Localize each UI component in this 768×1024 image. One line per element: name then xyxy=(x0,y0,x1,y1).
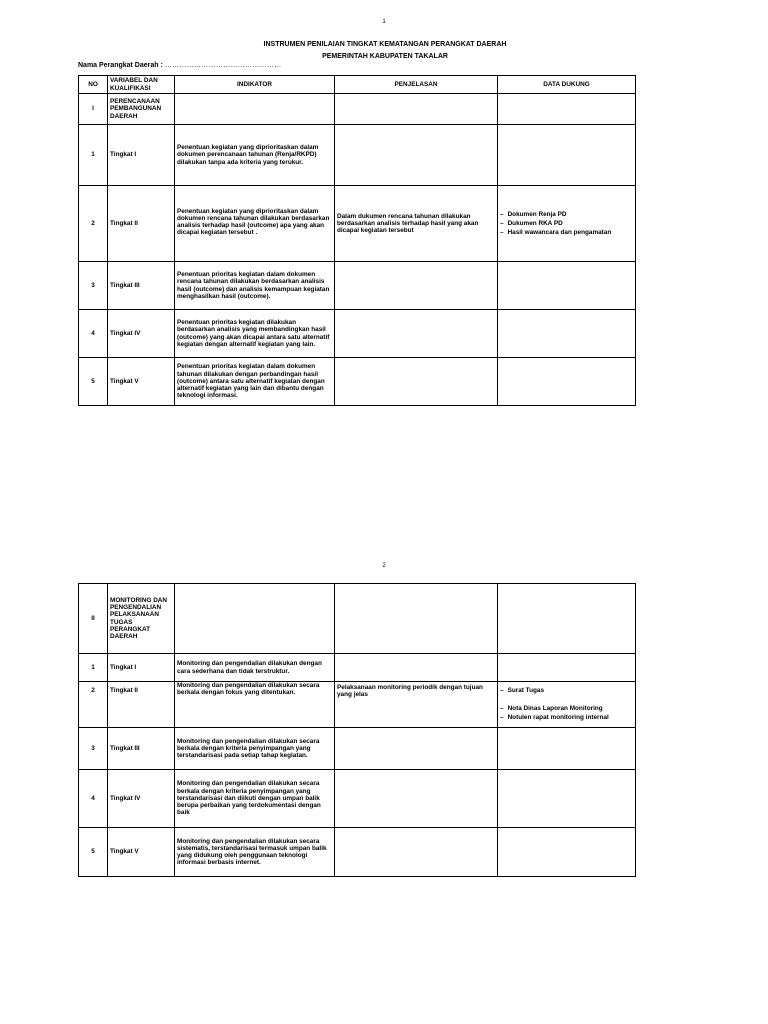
table-row xyxy=(79,828,636,877)
table-row xyxy=(79,728,636,770)
section-number: II xyxy=(79,584,108,654)
section-row xyxy=(79,584,636,654)
row-data-dukung xyxy=(498,186,636,262)
table-row xyxy=(79,654,636,682)
row-data-dukung-continued xyxy=(498,700,636,728)
row-level: Tingkat V xyxy=(108,358,175,406)
row-indikator: Penentuan prioritas kegiatan dalam dokumen tahunan dilakukan dengan perbandingan hasil (outcome) antara satu alternatif kegiatan dengan alternatif kegiatan yang lain dan dibantu dengan teknologi informasi. xyxy=(175,358,335,406)
header-penjelasan: PENJELASAN xyxy=(335,76,498,94)
data-dukung-item: – Notulen rapat monitoring internal xyxy=(500,714,633,721)
data-dukung-item: – Hasil wawancara dan pengamatan xyxy=(500,229,633,236)
header-no: NO xyxy=(79,76,108,94)
page-number: 2 xyxy=(382,563,386,569)
header-indikator: INDIKATOR xyxy=(175,76,335,94)
document-title: INSTRUMEN PENILAIAN TINGKAT KEMATANGAN PERANGKAT DAERAH xyxy=(263,41,507,48)
table-row xyxy=(79,186,636,262)
row-indikator: Monitoring dan pengendalian dilakukan secara berkala dengan kriteria penyimpangan yang terstandarisasi dan diikuti dengan umpan balik berupa perbaikan yang terdokumentasi dengan baik xyxy=(175,770,335,828)
row-indikator: Penentuan prioritas kegiatan dalam dokumen rencana tahunan dilakukan berdasarkan analisis hasil (outcome) dan analisis kemampuan kegiatan menghasilkan hasil (outcome). xyxy=(175,262,335,310)
data-dukung-item: – Dukumen RKA PD xyxy=(500,220,633,227)
row-number: 3 xyxy=(79,262,108,310)
row-level: Tingkat IV xyxy=(108,310,175,358)
table-row xyxy=(79,262,636,310)
nama-perangkat-daerah xyxy=(78,62,282,69)
section-title: PERENCANAAN PEMBANGUNAN DAERAH xyxy=(108,94,175,125)
row-level: Tingkat II xyxy=(108,186,175,262)
row-indikator: Penentuan kegiatan yang diprioritaskan dalam dokumen perencanaan tahunan (Renja/RKPD) dilakukan tanpa ada kriteria yang terukur. xyxy=(175,125,335,186)
section-title: MONITORING DAN PENGENDALIAN PELAKSANAAN TUGAS PERANGKAT DAERAH xyxy=(108,584,175,654)
header-variabel: VARIABEL DAN KUALIFIKASI xyxy=(108,76,175,94)
section-row xyxy=(79,94,636,125)
row-number: 2 xyxy=(79,682,108,700)
row-indikator: Monitoring dan pengendalian dilakukan secara berkala dengan kriteria penyimpangan yang terstandarisasi pada setiap tahap kegiatan. xyxy=(175,728,335,770)
table-row xyxy=(79,358,636,406)
row-number: 4 xyxy=(79,310,108,358)
assessment-table-2 xyxy=(78,583,636,877)
row-number: 1 xyxy=(79,654,108,682)
header-data-dukung: DATA DUKUNG xyxy=(498,76,636,94)
table-row xyxy=(79,125,636,186)
section-number: I xyxy=(79,94,108,125)
row-data-dukung xyxy=(498,682,636,700)
row-number: 3 xyxy=(79,728,108,770)
assessment-table-1 xyxy=(78,75,636,406)
row-level: Tingkat I xyxy=(108,654,175,682)
row-indikator: Penentuan kegiatan yang diprioritaskan dalam dokumen rencana tahunan dilakukan berdasarkan analisis terhadap hasil (outcome) apa yang akan dicapai kegiatan tersebut . xyxy=(175,186,335,262)
row-penjelasan: Pelaksanaan monitoring periodik dengan tujuan yang jelas xyxy=(335,682,498,700)
table-row xyxy=(79,310,636,358)
nama-label: Nama Perangkat Daerah : xyxy=(78,62,163,69)
table-row xyxy=(79,770,636,828)
row-number: 2 xyxy=(79,186,108,262)
row-level: Tingkat IV xyxy=(108,770,175,828)
page-number: 1 xyxy=(382,19,386,25)
row-indikator: Penentuan prioritas kegiatan dilakukan berdasarkan analisis yang membandingkan hasil (outcome) yang akan dicapai antara satu alternatif kegiatan dengan alternatif kegiatan yang lain. xyxy=(175,310,335,358)
row-number: 1 xyxy=(79,125,108,186)
row-indikator: Monitoring dan pengendalian dilakukan dengan cara sederhana dan tidak terstruktur. xyxy=(175,654,335,682)
row-number: 4 xyxy=(79,770,108,828)
row-level: Tingkat V xyxy=(108,828,175,877)
data-dukung-item: – Surat Tugas xyxy=(500,687,633,694)
row-number: 5 xyxy=(79,828,108,877)
row-level: Tingkat I xyxy=(108,125,175,186)
data-dukung-item: – Nota Dinas Laporan Monitoring xyxy=(500,705,633,712)
row-level: Tingkat III xyxy=(108,728,175,770)
document-subtitle: PEMERINTAH KABUPATEN TAKALAR xyxy=(322,53,448,60)
table-row xyxy=(79,682,636,700)
row-penjelasan: Dalam dukumen rencana tahunan dilakukan berdasarkan analisis terhadap hasil yang akan dicapai kegiatan tersebut xyxy=(335,186,498,262)
nama-value: ………………………………………… xyxy=(164,62,282,69)
row-number: 5 xyxy=(79,358,108,406)
row-indikator: Monitoring dan pengendalian dilakukan secara sistematis, terstandarisasi termasuk umpan balik yang didukung oleh penggunaan teknologi informasi berbasis internet. xyxy=(175,828,335,877)
table-header-row xyxy=(79,76,636,94)
row-level: Tingkat II xyxy=(108,682,175,700)
row-indikator: Monitoring dan pengendalian dilakukan secara berkala dengan fokus yang ditentukan. xyxy=(175,682,335,700)
data-dukung-item: – Dokumen Renja PD xyxy=(500,211,633,218)
table-row-continuation xyxy=(79,700,636,728)
row-level: Tingkat III xyxy=(108,262,175,310)
